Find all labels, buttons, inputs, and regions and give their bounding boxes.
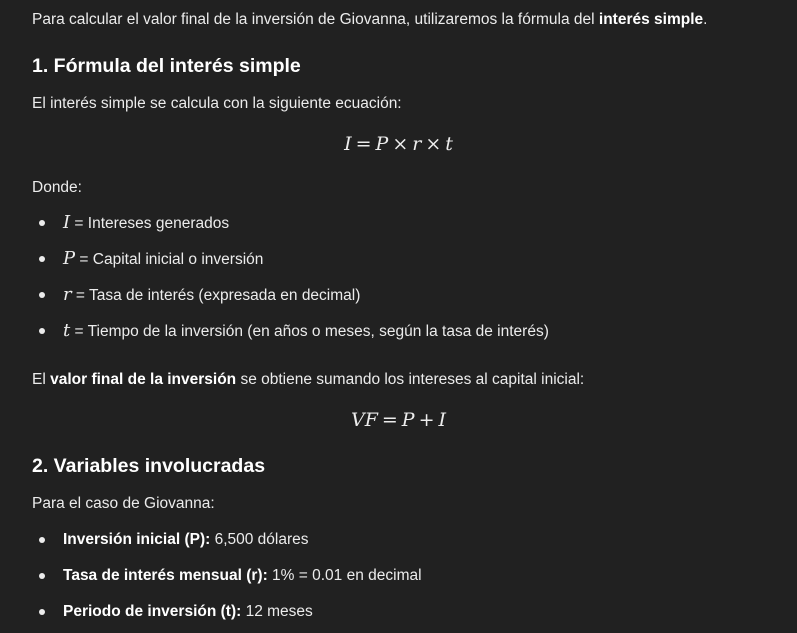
formula-op2: × <box>425 133 442 155</box>
intro-text: Para calcular el valor final de la inversión de Giovanna, utilizaremos la fórmula del <box>32 11 599 28</box>
definition-text: = Intereses generados <box>70 215 230 232</box>
formula-eq: = <box>355 133 372 155</box>
formula2-t2: I <box>438 409 447 431</box>
definition-item <box>63 321 549 342</box>
bullet-dot <box>39 573 45 579</box>
where-label: Donde: <box>32 179 82 196</box>
section1-heading: 1. Fórmula del interés simple <box>32 55 301 77</box>
formula-op1: × <box>392 133 409 155</box>
formula2-lhs: VF <box>350 409 378 431</box>
variable-item <box>63 530 309 550</box>
section2-heading: 2. Variables involucradas <box>32 455 266 477</box>
definition-item <box>63 249 263 270</box>
final-value-paragraph <box>32 370 584 390</box>
final-value-end: se obtiene sumando los intereses al capital inicial: <box>236 371 585 388</box>
intro-paragraph <box>32 10 707 30</box>
variable-value: 1% = 0.01 en decimal <box>267 567 422 584</box>
section2-description: Para el caso de Giovanna: <box>32 495 215 512</box>
formula-t1: P <box>375 133 389 155</box>
formula2-op: + <box>418 409 435 431</box>
final-value-text: El <box>32 371 51 388</box>
definition-var: r <box>63 284 72 305</box>
section1-description: El interés simple se calcula con la siguiente ecuación: <box>32 95 402 112</box>
intro-bold: interés simple <box>598 11 704 28</box>
bullet-dot <box>39 609 45 615</box>
bullet-dot <box>39 537 45 543</box>
variable-value: 12 meses <box>241 603 313 620</box>
bullet-dot <box>39 292 45 298</box>
variable-item <box>63 566 422 586</box>
simple-interest-formula <box>0 132 797 156</box>
definition-text: = Tiempo de la inversión (en años o meses, según la tasa de interés) <box>70 323 549 340</box>
definition-text: = Tasa de interés (expresada en decimal) <box>71 287 361 304</box>
final-value-bold: valor final de la inversión <box>50 371 237 388</box>
bullet-dot <box>39 328 45 334</box>
definition-item <box>63 213 229 234</box>
variable-value: 6,500 dólares <box>210 531 309 548</box>
definition-item <box>63 285 360 306</box>
variable-label: Periodo de inversión (t): <box>63 603 242 620</box>
definition-text: = Capital inicial o inversión <box>75 251 264 268</box>
definition-var: I <box>63 212 71 233</box>
formula-t3: t <box>445 133 453 155</box>
formula-t2: r <box>412 133 422 155</box>
variable-item <box>63 602 313 622</box>
variable-label: Inversión inicial (P): <box>63 531 211 548</box>
formula2-eq: = <box>381 409 398 431</box>
variable-label: Tasa de interés mensual (r): <box>63 567 268 584</box>
definition-var: P <box>63 248 76 269</box>
intro-end: . <box>703 11 708 28</box>
bullet-dot <box>39 220 45 226</box>
final-value-formula <box>0 408 797 432</box>
formula2-t1: P <box>401 409 415 431</box>
formula-lhs: I <box>344 133 352 155</box>
definition-var: t <box>63 320 71 341</box>
bullet-dot <box>39 256 45 262</box>
